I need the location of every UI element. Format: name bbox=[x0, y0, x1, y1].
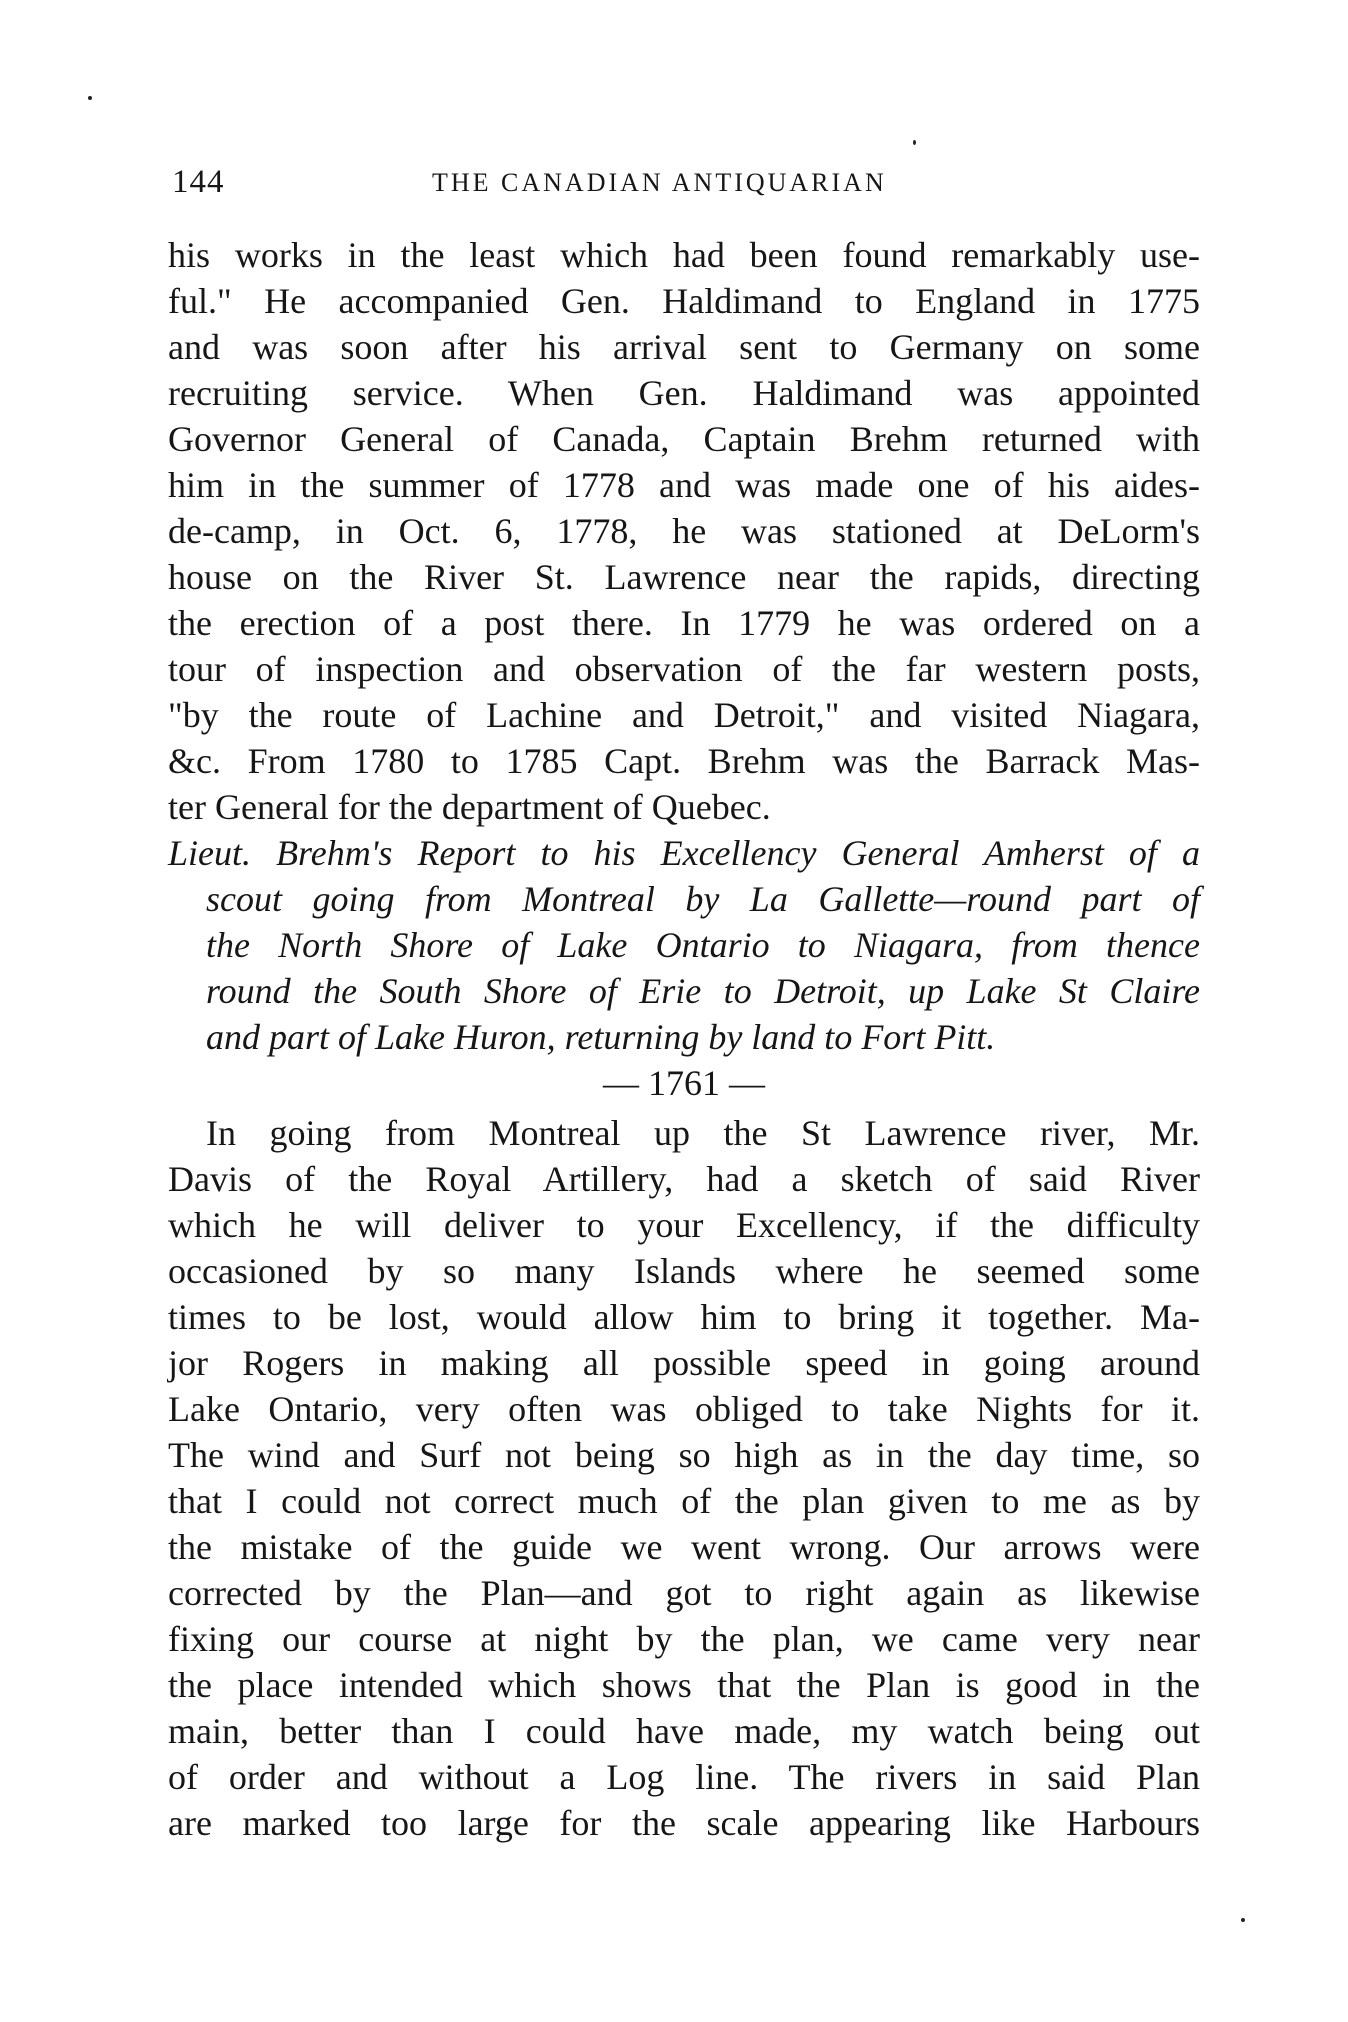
year-heading: — 1761 — bbox=[603, 1063, 765, 1103]
text-line: are marked too large for the scale appearing like Harbours bbox=[168, 1803, 1200, 1843]
report-title-line: and part of Lake Huron, returning by land to Fort Pitt. bbox=[206, 1017, 996, 1057]
text-line: that I could not correct much of the plan given to me as by bbox=[168, 1481, 1200, 1521]
page-number: 144 bbox=[172, 164, 225, 200]
text-line: tour of inspection and observation of the far western posts, bbox=[168, 649, 1200, 689]
text-line: corrected by the Plan—and got to right again as likewise bbox=[168, 1573, 1200, 1613]
text-line: occasioned by so many Islands where he seemed some bbox=[168, 1251, 1200, 1291]
text-line: the mistake of the guide we went wrong. Our arrows were bbox=[168, 1527, 1200, 1567]
paragraph-1 bbox=[168, 232, 1200, 830]
text-line: of order and without a Log line. The rivers in said Plan bbox=[168, 1757, 1200, 1797]
text-line: the place intended which shows that the Plan is good in the bbox=[168, 1665, 1200, 1705]
text-line: Governor General of Canada, Captain Brehm returned with bbox=[168, 419, 1200, 459]
text-line: recruiting service. When Gen. Haldimand was appointed bbox=[168, 373, 1200, 413]
text-line: his works in the least which had been found remarkably use- bbox=[168, 235, 1200, 275]
text-line: house on the River St. Lawrence near the rapids, directing bbox=[168, 557, 1200, 597]
text-line: times to be lost, would allow him to bring it together. Ma- bbox=[168, 1297, 1200, 1337]
report-title-line: Lieut. Brehm's Report to his Excellency General Amherst of a bbox=[168, 833, 1200, 873]
text-line: main, better than I could have made, my watch being out bbox=[168, 1711, 1200, 1751]
text-line: ful." He accompanied Gen. Haldimand to England in 1775 bbox=[168, 281, 1200, 321]
print-speck bbox=[1241, 1918, 1245, 1922]
page-header bbox=[172, 164, 1202, 214]
report-title-line: the North Shore of Lake Ontario to Niagara, from thence bbox=[206, 925, 1200, 965]
text-line: &c. From 1780 to 1785 Capt. Brehm was the Barrack Mas- bbox=[168, 741, 1200, 781]
text-line: ter General for the department of Quebec. bbox=[168, 787, 771, 827]
text-line: fixing our course at night by the plan, we came very near bbox=[168, 1619, 1200, 1659]
text-line: him in the summer of 1778 and was made one of his aides- bbox=[168, 465, 1200, 505]
running-title: THE CANADIAN ANTIQUARIAN bbox=[432, 168, 887, 197]
report-title-line: round the South Shore of Erie to Detroit, up Lake St Claire bbox=[206, 971, 1200, 1011]
text-line: jor Rogers in making all possible speed in going around bbox=[168, 1343, 1200, 1383]
text-line: In going from Montreal up the St Lawrence river, Mr. bbox=[206, 1113, 1200, 1153]
report-title-line: scout going from Montreal by La Gallette—round part of bbox=[206, 879, 1200, 919]
text-line: and was soon after his arrival sent to Germany on some bbox=[168, 327, 1200, 367]
paragraph-2 bbox=[168, 1110, 1200, 1846]
body-text bbox=[168, 232, 1200, 1846]
text-line: The wind and Surf not being so high as in the day time, so bbox=[168, 1435, 1200, 1475]
print-speck bbox=[913, 140, 916, 145]
text-line: Lake Ontario, very often was obliged to take Nights for it. bbox=[168, 1389, 1200, 1429]
report-title bbox=[168, 830, 1200, 1060]
text-line: "by the route of Lachine and Detroit," and visited Niagara, bbox=[168, 695, 1200, 735]
text-line: de-camp, in Oct. 6, 1778, he was stationed at DeLorm's bbox=[168, 511, 1200, 551]
print-speck bbox=[88, 96, 92, 100]
text-line: Davis of the Royal Artillery, had a sketch of said River bbox=[168, 1159, 1200, 1199]
text-line: which he will deliver to your Excellency, if the difficulty bbox=[168, 1205, 1200, 1245]
text-line: the erection of a post there. In 1779 he was ordered on a bbox=[168, 603, 1200, 643]
